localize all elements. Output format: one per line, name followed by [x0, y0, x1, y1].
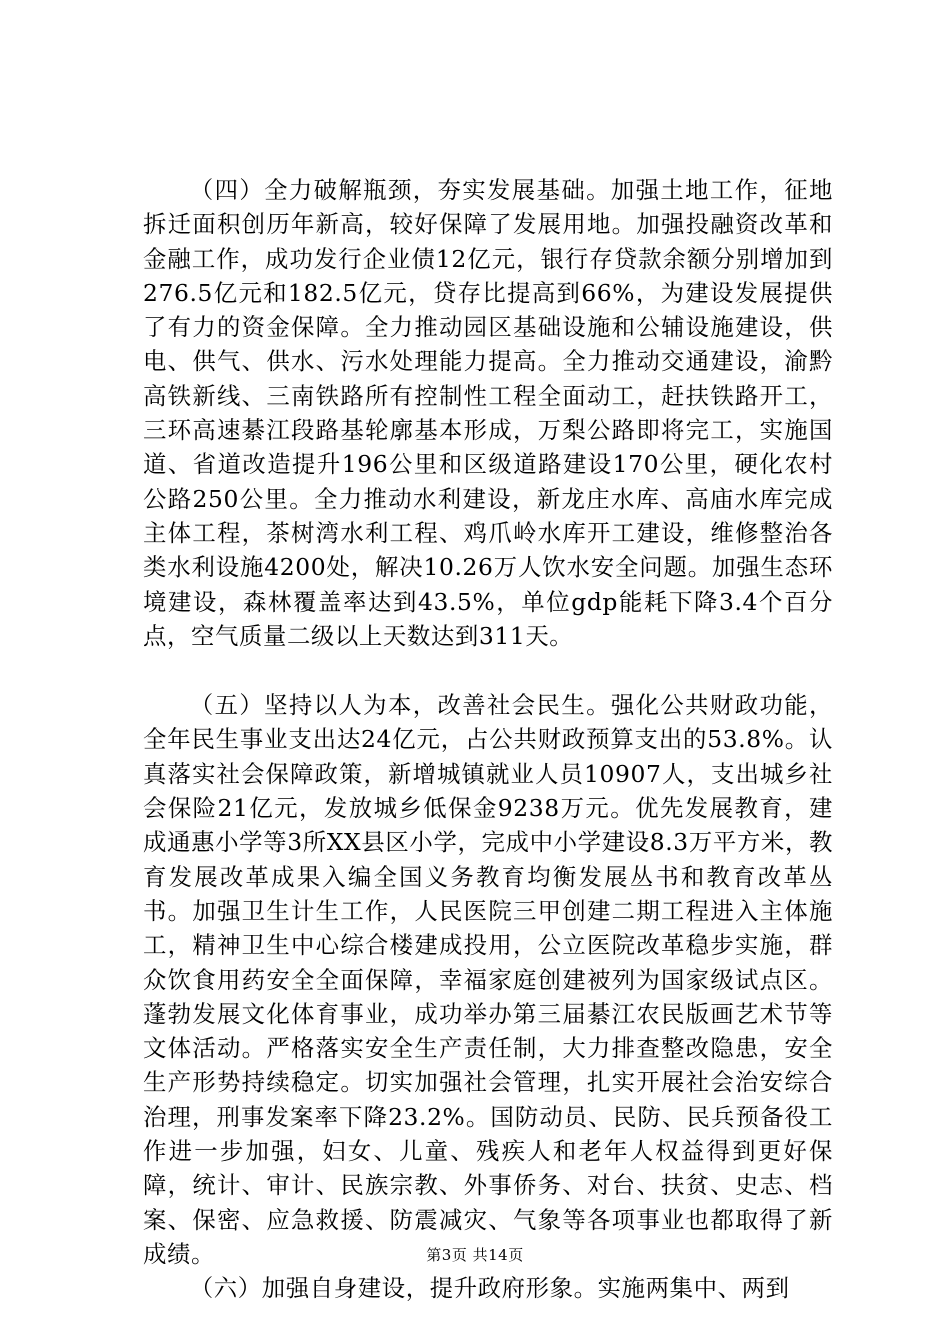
paragraph-section-six: （六）加强自身建设，提升政府形象。实施两集中、两到 [189, 1274, 790, 1303]
page-footer: 第3页 共14页 [426, 1246, 524, 1264]
paragraph-section-five: （五）坚持以人为本，改善社会民生。强化公共财政功能，全年民生事业支出达24亿元，占公共财政预算支出的53.8%。认真落实社会保障政策，新增城镇就业人员10907人，支出城乡社会保险21亿元，发放城乡低保金9238万元。优先发展教育，建成通惠小学等3所XX县区小学，完成中小学建设8.3万平方米，教育发展改革成果入编全国义务教育均衡发展丛书和教育改革丛书。加强卫生计生工作，人民医院三甲创建二期工程进入主体施工，精神卫生中心综合楼建成投用，公立医院改革稳步实施，群众饮食用药安全全面保障，幸福家庭创建被列为国家级试点区。蓬勃发展文化体育事业，成功举办第三届綦江农民版画艺术节等文体活动。严格落实安全生产责任制，大力排查整改隐患，安全生产形势持续稳定。切实加强社会管理，扎实开展社会治安综合治理，刑事发案率下降23.2%。国防动员、民防、民兵预备役工作进一步加强，妇女、儿童、残疾人和老年人权益得到更好保障，统计、审计、民族宗教、外事侨务、对台、扶贫、史志、档案、保密、应急救援、防震减灾、气象等各项事业也都取得了新成绩。 [143, 691, 833, 1268]
paragraph-section-four: （四）全力破解瓶颈，夯实发展基础。加强土地工作，征地拆迁面积创历年新高，较好保障了发展用地。加强投融资改革和金融工作，成功发行企业债12亿元，银行存贷款余额分别增加到276.5亿元和182.5亿元，贷存比提高到66%，为建设发展提供了有力的资金保障。全力推动园区基础设施和公辅设施建设，供电、供气、供水、污水处理能力提高。全力推动交通建设，渝黔高铁新线、三南铁路所有控制性工程全面动工，赶扶铁路开工，三环高速綦江段路基轮廓基本形成，万梨公路即将完工，实施国道、省道改造提升196公里和区级道路建设170公里，硬化农村公路250公里。全力推动水利建设，新龙庄水库、高庙水库完成主体工程，茶树湾水利工程、鸡爪岭水库开工建设，维修整治各类水利设施4200处，解决10.26万人饮水安全问题。加强生态环境建设，森林覆盖率达到43.5%，单位gdp能耗下降3.4个百分点，空气质量二级以上天数达到311天。 [143, 176, 833, 650]
document-body [143, 173, 833, 1306]
